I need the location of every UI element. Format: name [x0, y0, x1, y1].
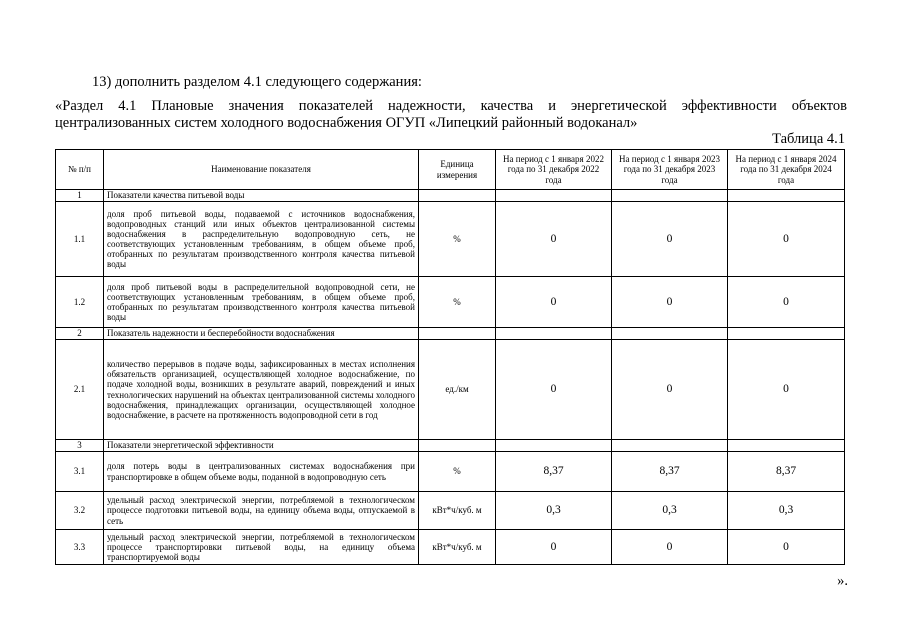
row-num: 1.2	[56, 277, 104, 328]
header-period-2024: На период с 1 января 2024 года по 31 декабря 2024 года	[728, 150, 845, 190]
row-indicator-name: доля потерь воды в централизованных системах водоснабжения при транспортировке в общем объеме воды, поданной в водопроводную сеть	[104, 452, 419, 492]
row-value-2023: 8,37	[612, 452, 728, 492]
header-period-2022: На период с 1 января 2022 года по 31 декабря 2022 года	[496, 150, 612, 190]
row-unit: кВт*ч/куб. м	[419, 492, 496, 530]
row-value-2023: 0,3	[612, 492, 728, 530]
row-indicator-name: доля проб питьевой воды, подаваемой с источников водоснабжения, водопроводных станций или иных объектов централизованной системы водоснабжения в распределительную водопроводную сеть, не соответствующих установленным требованиям, в общем объеме проб, отобранных по результатам производственного контроля качества питьевой воды	[104, 202, 419, 277]
header-name: Наименование показателя	[104, 150, 419, 190]
group-title: Показатели энергетической эффективности	[104, 440, 419, 452]
row-value-2022: 0	[496, 202, 612, 277]
section-title-line-1: «Раздел 4.1 Плановые значения показателей надежности, качества и энергетической эффективности объектов	[55, 98, 847, 114]
table-header-row	[56, 150, 845, 190]
row-num: 1.1	[56, 202, 104, 277]
group-title: Показатель надежности и бесперебойности водоснабжения	[104, 328, 419, 340]
group-num: 2	[56, 328, 104, 340]
table-row	[56, 340, 845, 440]
row-value-2022: 0	[496, 340, 612, 440]
row-value-2022: 8,37	[496, 452, 612, 492]
closing-quote: ».	[837, 573, 848, 589]
header-period-2023: На период с 1 января 2023 года по 31 декабря 2023 года	[612, 150, 728, 190]
row-value-2022: 0,3	[496, 492, 612, 530]
row-value-2024: 8,37	[728, 452, 845, 492]
row-num: 3.1	[56, 452, 104, 492]
row-indicator-name: доля проб питьевой воды в распределительной водопроводной сети, не соответствующих установленным требованиям, в общем объеме проб, отобранных по результатам производственного контроля качества питьевой воды	[104, 277, 419, 328]
group-num: 1	[56, 190, 104, 202]
intro-paragraph: 13) дополнить разделом 4.1 следующего содержания:	[92, 74, 422, 90]
row-value-2023: 0	[612, 277, 728, 328]
group-num: 3	[56, 440, 104, 452]
row-value-2023: 0	[612, 202, 728, 277]
row-num: 3.2	[56, 492, 104, 530]
table-row	[56, 452, 845, 492]
row-value-2024: 0,3	[728, 492, 845, 530]
row-unit: %	[419, 452, 496, 492]
header-unit: Единица измерения	[419, 150, 496, 190]
row-num: 3.3	[56, 530, 104, 565]
section-title-line-2: централизованных систем холодного водоснабжения ОГУП «Липецкий районный водоканал»	[55, 115, 638, 131]
row-unit: %	[419, 277, 496, 328]
row-value-2022: 0	[496, 530, 612, 565]
row-value-2024: 0	[728, 202, 845, 277]
row-indicator-name: количество перерывов в подаче воды, зафиксированных в местах исполнения обязательств организацией, осуществляющей холодное водоснабжение, по подаче холодной воды, возникших в результате аварий, повреждений и иных технологических нарушений на объектах централизованной системы холодного водоснабжения, принадлежащих организации, осуществляющей холодное водоснабжение, в расчете на протяженность водопроводной сети в год	[104, 340, 419, 440]
row-indicator-name: удельный расход электрической энергии, потребляемой в технологическом процессе подготовки питьевой воды, на единицу объема воды, отпускаемой в сеть	[104, 492, 419, 530]
table-caption: Таблица 4.1	[772, 131, 845, 147]
indicators-table	[55, 149, 845, 565]
row-num: 2.1	[56, 340, 104, 440]
group-row	[56, 440, 845, 452]
row-value-2024: 0	[728, 340, 845, 440]
row-value-2024: 0	[728, 277, 845, 328]
table-row	[56, 492, 845, 530]
row-value-2024: 0	[728, 530, 845, 565]
header-num: № п/п	[56, 150, 104, 190]
row-value-2023: 0	[612, 340, 728, 440]
table-row	[56, 202, 845, 277]
group-row	[56, 328, 845, 340]
row-indicator-name: удельный расход электрической энергии, потребляемой в технологическом процессе транспортировки питьевой воды, на единицу объема транспортируемой воды	[104, 530, 419, 565]
row-unit: %	[419, 202, 496, 277]
row-value-2022: 0	[496, 277, 612, 328]
row-value-2023: 0	[612, 530, 728, 565]
table-row	[56, 277, 845, 328]
row-unit: кВт*ч/куб. м	[419, 530, 496, 565]
table-row	[56, 530, 845, 565]
row-unit: ед./км	[419, 340, 496, 440]
group-row	[56, 190, 845, 202]
group-title: Показатели качества питьевой воды	[104, 190, 419, 202]
